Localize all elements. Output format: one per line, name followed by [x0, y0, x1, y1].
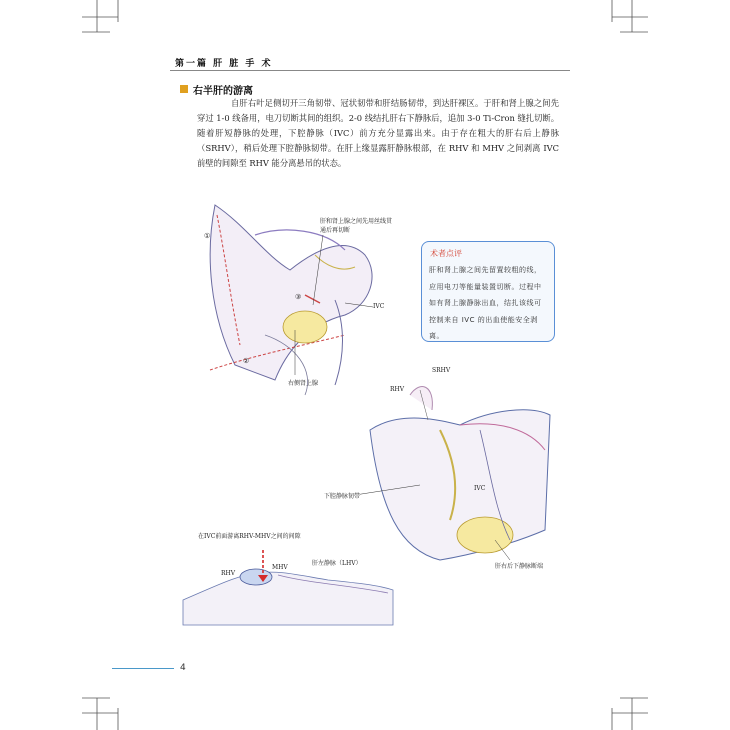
figure2-label-rhv: RHV	[390, 386, 405, 393]
figure3-label-rhv: RHV	[221, 570, 236, 577]
figure1-annotation-line2: 通后再切断	[320, 227, 351, 234]
surgeon-comment-box	[421, 241, 555, 342]
figure3-label-lhv: 肝左静脉（LHV）	[312, 560, 362, 567]
figure-ivc-ligament-illustration	[360, 370, 560, 570]
figure-liver-adrenal-illustration	[195, 195, 385, 405]
figure1-label-ivc: IVC	[373, 303, 385, 310]
figure1-label-adrenal: 右侧肾上腺	[288, 380, 319, 387]
figure-rhv-mhv-gap-illustration	[178, 545, 398, 635]
section-title: 右半肝的游离	[193, 86, 253, 97]
figure2-label-ivc-ligament: 下腔静脉韧带	[324, 493, 361, 500]
figure1-marker-1: ①	[204, 232, 211, 240]
figure1-marker-2: ②	[243, 357, 250, 365]
figure1-marker-3: ③	[295, 293, 302, 301]
surgeon-comment-title: 术者点评	[430, 249, 462, 258]
figure3-annotation: 在IVC前面游离RHV-MHV之间的间隙	[198, 533, 301, 540]
section-body-text: 自肝右叶足侧切开三角韧带、冠状韧带和肝结肠韧带，到达肝裸区。于肝和肾上腺之间先穿过 1-0 线备用，电刀切断其间的组织。2-0 线结扎肝右下静脉后，追加 3-0 Ti-Cron 缝扎切断。随着肝短静脉的处理，下腔静脉（IVC）前方充分显露出来。由于存在粗大的肝右后上静脉（SRHV），稍后处理下腔静脉韧带。在肝上缘显露肝静脉根部，在 RHV 和 MHV 之间剥离 IVC 前壁的间隙至 RHV 能分离悬吊的状态。	[197, 98, 559, 168]
header-divider	[170, 70, 570, 71]
figure1-annotation-line1: 肝和肾上腺之间先用丝线贯	[320, 218, 393, 225]
figure2-label-srhv: SRHV	[432, 367, 451, 374]
section-marker-icon	[180, 85, 188, 93]
surgeon-comment-text: 肝和肾上腺之间先留置较粗的线，应用电刀等能量装置切断。过程中如有肾上腺静脉出血，结扎该线可控制来自 IVC 的出血使能安全剥离。	[429, 266, 542, 340]
footer-rule	[112, 668, 174, 669]
figure2-label-ivc: IVC	[474, 485, 486, 492]
figure2-label-stump: 肝右后下静脉断端	[495, 563, 544, 570]
page-number: 4	[180, 663, 186, 673]
running-head: 第一篇 肝 脏 手 术	[175, 59, 273, 69]
figure3-label-mhv: MHV	[272, 564, 288, 571]
